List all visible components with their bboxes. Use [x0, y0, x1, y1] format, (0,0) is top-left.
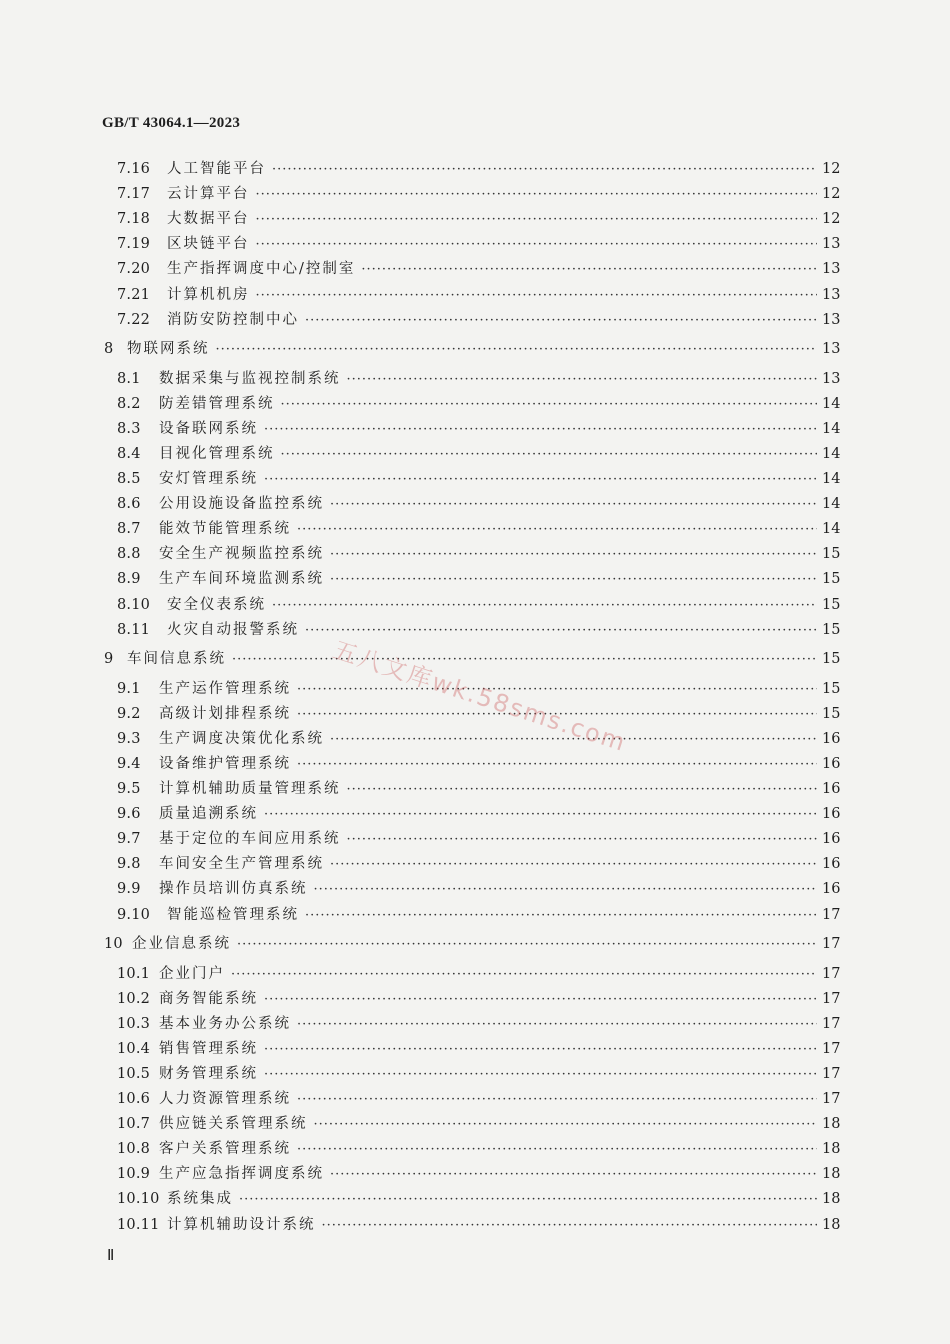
dot-leader: [231, 963, 817, 987]
toc-entry-page: 16: [822, 730, 841, 747]
dot-leader: [264, 988, 817, 1012]
toc-entry[interactable]: [117, 962, 840, 986]
toc-entry-title: 车间安全生产管理系统: [159, 856, 324, 873]
toc-entry-number: 8.3: [117, 420, 141, 437]
toc-entry[interactable]: [117, 618, 840, 642]
standard-code: GB/T 43064.1—2023: [102, 115, 241, 131]
toc-entry-title: 企业信息系统: [132, 936, 231, 952]
toc-entry-number: 8.8: [117, 546, 141, 563]
toc-entry-number: 10.11: [117, 1216, 160, 1233]
toc-entry[interactable]: [117, 1012, 840, 1036]
toc-entry-title: 设备维护管理系统: [159, 755, 291, 772]
toc-entry-page: 15: [822, 680, 841, 697]
toc-entry-page: 15: [822, 571, 841, 588]
toc-entry-title: 安全生产视频监控系统: [159, 546, 324, 563]
toc-entry-page: 14: [822, 445, 841, 462]
dot-leader: [256, 233, 818, 257]
toc-entry-page: 12: [822, 186, 841, 203]
toc-entry-page: 15: [822, 546, 841, 563]
toc-entry-page: 16: [822, 831, 841, 848]
dot-leader: [237, 933, 817, 957]
toc-entry-page: 15: [822, 621, 841, 638]
toc-entry-number: 7.16: [117, 161, 151, 177]
dot-leader: [297, 703, 817, 727]
toc-entry[interactable]: [117, 677, 840, 701]
toc-entry[interactable]: [117, 777, 840, 801]
toc-entry-page: 12: [822, 211, 841, 228]
dot-leader: [305, 309, 817, 333]
toc-entry-number: 9.3: [117, 730, 141, 747]
toc-entry[interactable]: [117, 593, 840, 617]
toc-entry-title: 销售管理系统: [159, 1040, 258, 1057]
toc-entry-page: 17: [822, 936, 841, 952]
toc-entry-title: 高级计划排程系统: [159, 705, 291, 722]
toc-entry-title: 大数据平台: [167, 211, 250, 228]
toc-entry-page: 18: [822, 1166, 841, 1183]
dot-leader: [322, 1214, 818, 1238]
dot-leader: [264, 803, 817, 827]
toc-entry-page: 14: [822, 420, 841, 437]
dot-leader: [330, 493, 817, 517]
toc-entry[interactable]: [117, 392, 840, 416]
toc-entry[interactable]: [117, 157, 840, 181]
toc-entry-title: 防差错管理系统: [159, 395, 275, 412]
toc-entry-title: 数据采集与监视控制系统: [159, 370, 341, 387]
toc-entry-number: 10.2: [117, 990, 151, 1007]
toc-entry-number: 8.9: [117, 571, 141, 588]
toc-entry-page: 14: [822, 496, 841, 513]
dot-leader: [264, 1038, 817, 1062]
toc-chapter-entry[interactable]: [104, 647, 840, 671]
toc-entry-title: 安全仪表系统: [167, 596, 266, 613]
toc-entry-page: 13: [822, 236, 841, 253]
dot-leader: [314, 878, 818, 902]
toc-entry-number: 10.8: [117, 1141, 151, 1158]
toc-entry-title: 供应链关系管理系统: [159, 1116, 308, 1133]
toc-entry-title: 物联网系统: [127, 341, 210, 358]
dot-leader: [256, 284, 818, 308]
toc-entry-page: 13: [822, 286, 841, 303]
toc-entry-page: 18: [822, 1116, 841, 1133]
toc-entry-number: 7.18: [117, 211, 151, 228]
toc-entry-title: 商务智能系统: [159, 990, 258, 1007]
toc-entry[interactable]: [117, 467, 840, 491]
dot-leader: [314, 1113, 818, 1137]
toc-entry[interactable]: [117, 903, 840, 927]
toc-entry-number: 10.3: [117, 1015, 151, 1032]
toc-entry[interactable]: [117, 567, 840, 591]
dot-leader: [347, 368, 818, 392]
toc-entry-title: 生产运作管理系统: [159, 680, 291, 697]
toc-entry-page: 18: [822, 1141, 841, 1158]
dot-leader: [297, 678, 817, 702]
toc-entry-page: 14: [822, 471, 841, 487]
toc-entry[interactable]: [117, 877, 840, 901]
toc-entry-title: 设备联网系统: [159, 420, 258, 437]
toc-entry-number: 8: [104, 341, 114, 358]
toc-entry-title: 客户关系管理系统: [159, 1141, 291, 1158]
toc-entry-title: 消防安防控制中心: [167, 311, 299, 328]
toc-entry-number: 9: [104, 651, 114, 668]
toc-entry-page: 15: [822, 705, 841, 722]
dot-leader: [297, 1088, 817, 1112]
toc-entry-number: 8.5: [117, 471, 141, 487]
toc-entry-title: 智能巡检管理系统: [167, 906, 299, 923]
toc-entry[interactable]: [117, 752, 840, 776]
toc-entry-number: 9.5: [117, 781, 141, 797]
toc-entry-number: 8.1: [117, 370, 141, 387]
dot-leader: [256, 208, 818, 232]
dot-leader: [264, 1063, 817, 1087]
toc-entry-number: 8.6: [117, 496, 141, 513]
toc-entry[interactable]: [117, 517, 840, 541]
toc-entry-page: 13: [822, 261, 841, 278]
toc-entry-number: 10.10: [117, 1191, 160, 1208]
toc-entry-page: 17: [822, 906, 841, 923]
toc-entry[interactable]: [117, 987, 840, 1011]
dot-leader: [281, 393, 818, 417]
dot-leader: [239, 1188, 817, 1212]
toc-entry-title: 操作员培训仿真系统: [159, 881, 308, 898]
toc-entry-title: 区块链平台: [167, 236, 250, 253]
toc-entry-number: 10.5: [117, 1065, 151, 1082]
dot-leader: [216, 338, 818, 362]
toc-entry-number: 7.21: [117, 286, 151, 303]
toc-entry[interactable]: [117, 492, 840, 516]
dot-leader: [272, 158, 817, 182]
toc-entry-number: 9.2: [117, 705, 141, 722]
toc-entry[interactable]: [117, 1037, 840, 1061]
toc-entry-page: 17: [822, 990, 841, 1007]
toc-entry-number: 7.19: [117, 236, 151, 253]
toc-entry[interactable]: [117, 308, 840, 332]
toc-entry-title: 安灯管理系统: [159, 471, 258, 487]
toc-entry-number: 10.7: [117, 1116, 151, 1133]
toc-entry-title: 人力资源管理系统: [159, 1091, 291, 1107]
toc-entry-number: 9.6: [117, 806, 141, 823]
toc-entry-title: 生产应急指挥调度系统: [159, 1166, 324, 1183]
toc-entry-title: 目视化管理系统: [159, 445, 275, 462]
toc-entry[interactable]: [117, 802, 840, 826]
toc-entry[interactable]: [117, 283, 840, 307]
toc-entry-number: 10.1: [117, 965, 151, 982]
dot-leader: [256, 183, 818, 207]
dot-leader: [232, 648, 817, 672]
toc-entry-number: 10.6: [117, 1091, 151, 1107]
toc-entry-number: 8.10: [117, 596, 151, 613]
toc-entry-page: 13: [822, 341, 841, 358]
toc-entry-page: 13: [822, 370, 841, 387]
toc-entry-page: 15: [822, 596, 841, 613]
toc-entry-number: 10.9: [117, 1166, 151, 1183]
toc-entry-title: 财务管理系统: [159, 1065, 258, 1082]
toc-entry-title: 生产调度决策优化系统: [159, 730, 324, 747]
toc-entry-page: 16: [822, 781, 841, 797]
toc-entry-number: 8.4: [117, 445, 141, 462]
toc-entry-title: 质量追溯系统: [159, 806, 258, 823]
toc-entry[interactable]: [117, 1062, 840, 1086]
toc-entry-page: 16: [822, 881, 841, 898]
toc-entry-title: 火灾自动报警系统: [167, 621, 299, 638]
toc-entry[interactable]: [117, 1213, 840, 1237]
toc-entry-title: 计算机机房: [167, 286, 250, 303]
toc-entry-title: 生产指挥调度中心/控制室: [167, 261, 356, 278]
toc-entry-title: 计算机辅助质量管理系统: [159, 781, 341, 797]
toc-entry[interactable]: [117, 827, 840, 851]
toc-entry-page: 16: [822, 856, 841, 873]
toc-entry-page: 18: [822, 1191, 841, 1208]
toc-entry[interactable]: [117, 1162, 840, 1186]
dot-leader: [347, 778, 818, 802]
toc-entry-page: 17: [822, 1091, 841, 1107]
dot-leader: [297, 753, 817, 777]
toc-entry-page: 12: [822, 161, 841, 177]
dot-leader: [330, 1163, 817, 1187]
toc-entry-title: 能效节能管理系统: [159, 521, 291, 538]
dot-leader: [297, 518, 817, 542]
toc-entry-title: 公用设施设备监控系统: [159, 496, 324, 513]
dot-leader: [330, 543, 817, 567]
dot-leader: [305, 904, 817, 928]
toc-entry-page: 14: [822, 395, 841, 412]
toc-entry-page: 17: [822, 965, 841, 982]
toc-entry[interactable]: [117, 1112, 840, 1136]
watermark: 五八文库wk.58sms.com: [329, 635, 631, 758]
toc-chapter-entry[interactable]: [104, 932, 840, 956]
toc-entry-page: 17: [822, 1065, 841, 1082]
dot-leader: [264, 418, 817, 442]
toc-entry-number: 10: [104, 936, 123, 952]
toc-entry-number: 7.22: [117, 311, 151, 328]
dot-leader: [347, 828, 818, 852]
toc-entry[interactable]: [117, 542, 840, 566]
toc-entry-page: 14: [822, 521, 841, 538]
toc-entry[interactable]: [117, 727, 840, 751]
toc-entry-number: 9.1: [117, 680, 141, 697]
toc-entry-title: 生产车间环境监测系统: [159, 571, 324, 588]
toc-entry-number: 7.20: [117, 261, 151, 278]
page-number-roman: Ⅱ: [107, 1248, 115, 1264]
toc-entry-title: 计算机辅助设计系统: [167, 1216, 316, 1233]
dot-leader: [264, 468, 817, 492]
toc-entry[interactable]: [117, 702, 840, 726]
dot-leader: [330, 568, 817, 592]
dot-leader: [297, 1138, 817, 1162]
toc-entry-page: 16: [822, 806, 841, 823]
toc-entry[interactable]: [117, 442, 840, 466]
dot-leader: [330, 853, 817, 877]
dot-leader: [272, 594, 817, 618]
toc-entry-title: 企业门户: [159, 965, 225, 982]
dot-leader: [281, 443, 818, 467]
toc-entry-page: 18: [822, 1216, 841, 1233]
toc-entry-number: 9.10: [117, 906, 151, 923]
toc-entry-number: 10.4: [117, 1040, 151, 1057]
toc-entry[interactable]: [117, 417, 840, 441]
toc-entry-number: 8.11: [117, 621, 151, 638]
dot-leader: [297, 1013, 817, 1037]
toc-entry[interactable]: [117, 1187, 840, 1211]
toc-entry[interactable]: [117, 1087, 840, 1111]
toc-chapter-entry[interactable]: [104, 337, 840, 361]
toc-entry-title: 车间信息系统: [127, 651, 226, 668]
toc-entry-title: 系统集成: [167, 1191, 233, 1208]
toc-entry-page: 13: [822, 311, 841, 328]
toc-entry-number: 9.7: [117, 831, 141, 848]
toc-entry-page: 16: [822, 755, 841, 772]
toc-entry[interactable]: [117, 232, 840, 256]
toc-entry-title: 人工智能平台: [167, 161, 266, 177]
toc-entry-number: 8.7: [117, 521, 141, 538]
dot-leader: [305, 619, 817, 643]
toc-entry-number: 9.9: [117, 881, 141, 898]
toc-entry-page: 15: [822, 651, 841, 668]
toc-entry-title: 基于定位的车间应用系统: [159, 831, 341, 848]
toc-entry-page: 17: [822, 1040, 841, 1057]
toc-entry-number: 9.8: [117, 856, 141, 873]
toc-entry-number: 9.4: [117, 755, 141, 772]
toc-entry-number: 7.17: [117, 186, 151, 203]
toc-entry[interactable]: [117, 852, 840, 876]
toc-entry[interactable]: [117, 257, 840, 281]
dot-leader: [330, 728, 817, 752]
toc-entry[interactable]: [117, 1137, 840, 1161]
toc-entry-title: 云计算平台: [167, 186, 250, 203]
toc-entry-number: 8.2: [117, 395, 141, 412]
toc-entry[interactable]: [117, 207, 840, 231]
toc-entry-page: 17: [822, 1015, 841, 1032]
toc-entry[interactable]: [117, 367, 840, 391]
toc-entry[interactable]: [117, 182, 840, 206]
toc-entry-title: 基本业务办公系统: [159, 1015, 291, 1032]
dot-leader: [361, 258, 817, 282]
